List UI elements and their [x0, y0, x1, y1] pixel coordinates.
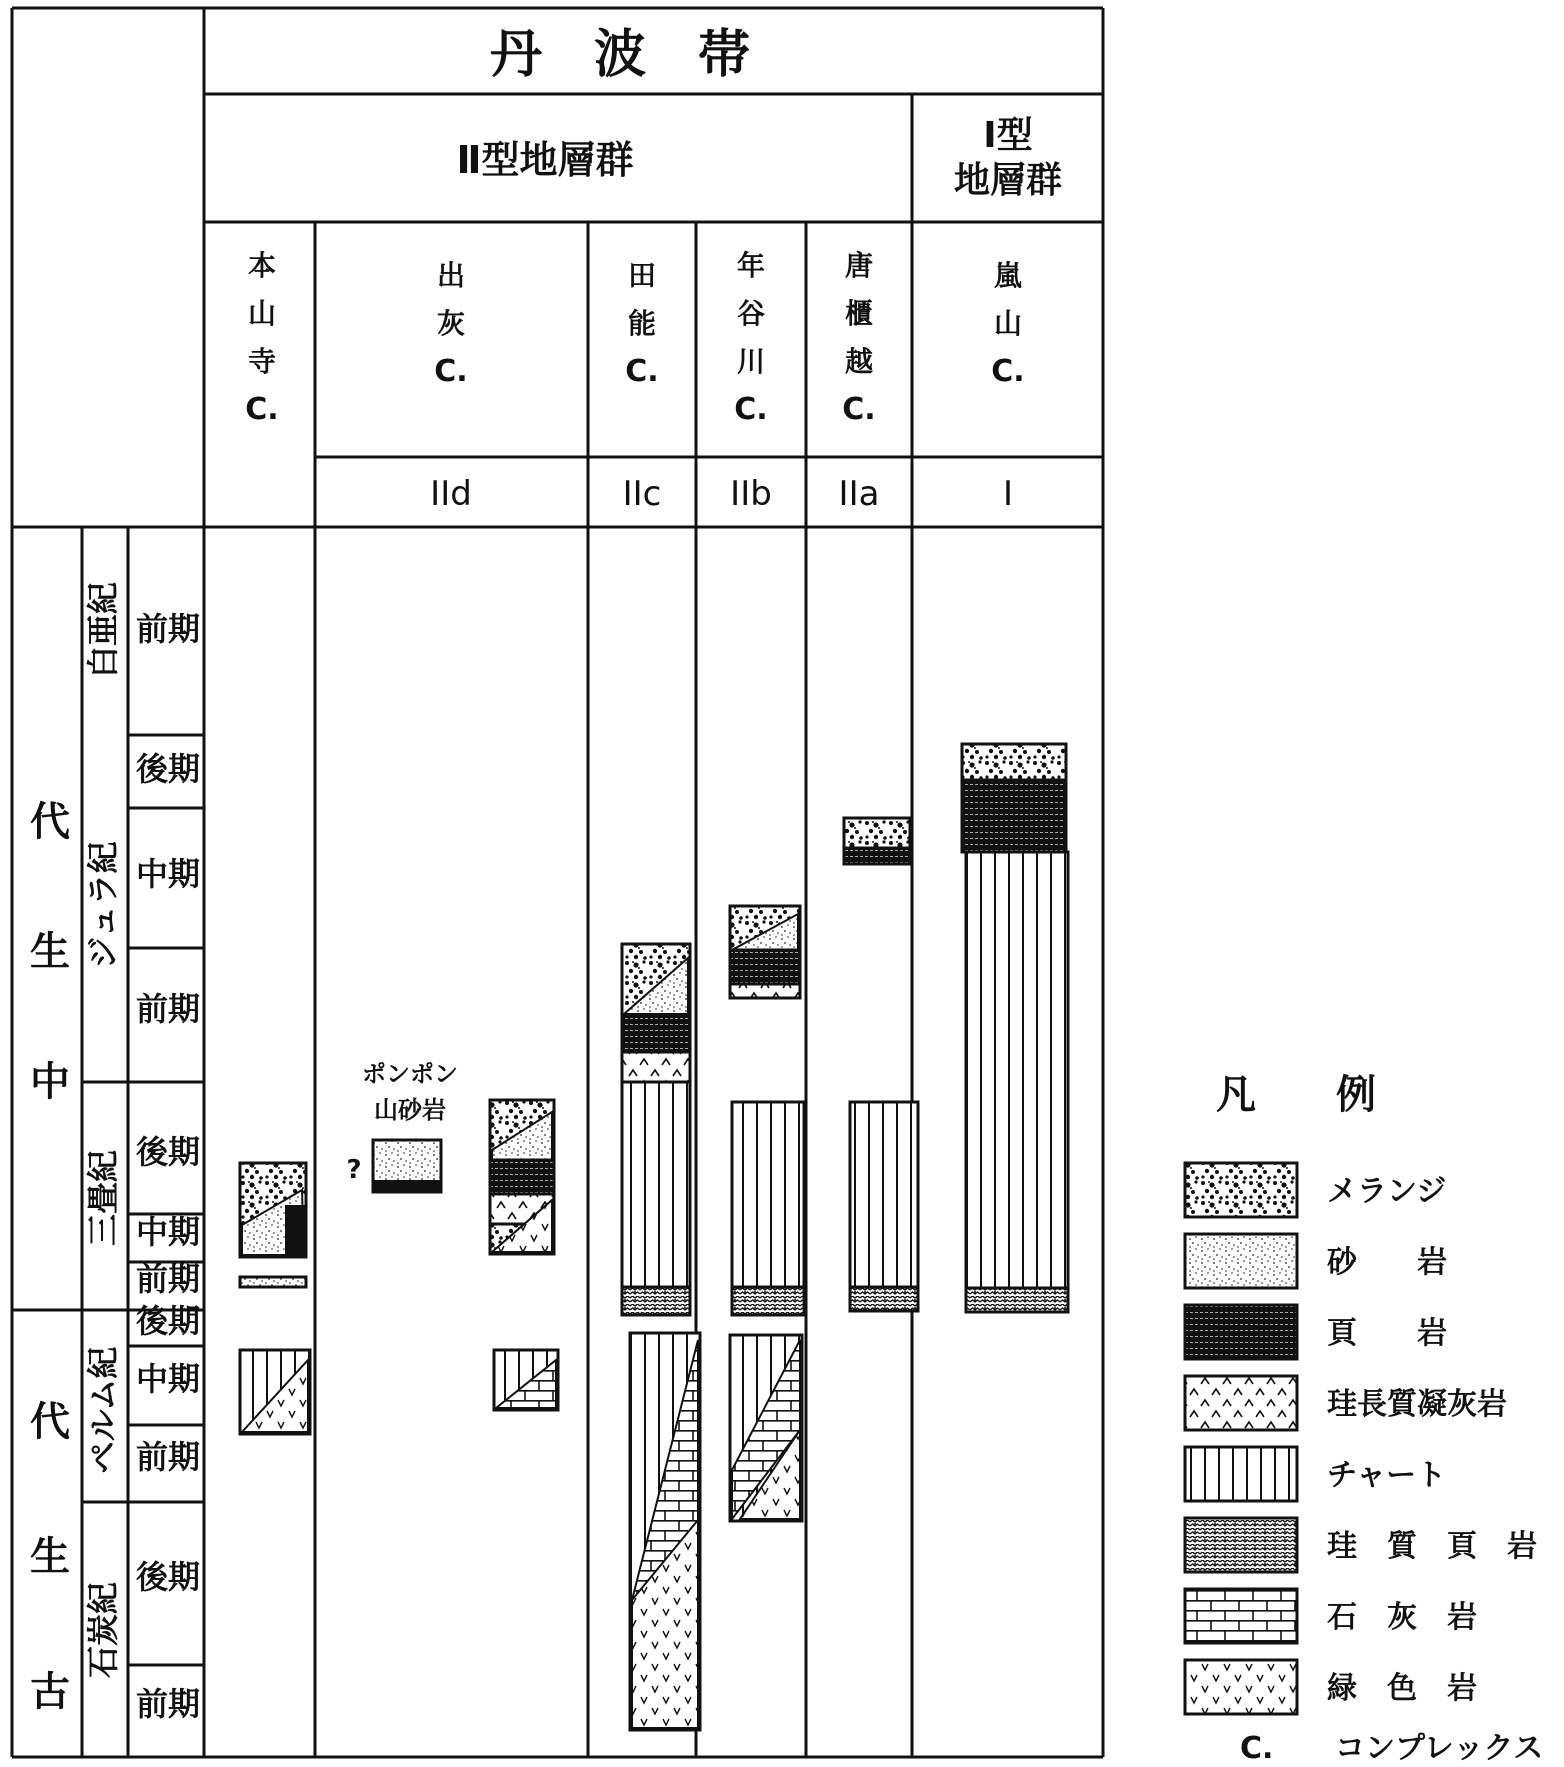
uncertain-mark: ?: [346, 1155, 362, 1185]
toshitanigawa-siliceous-shale: [732, 1287, 804, 1315]
era-char: 代: [30, 799, 70, 845]
legend-label-tuff: 珪長質凝灰岩: [1327, 1387, 1507, 1422]
arashiyama-shale: [962, 780, 1066, 852]
epoch-label-jur-middle: 中期: [135, 855, 201, 893]
complex-code: I: [1002, 474, 1014, 514]
complex-name-char: 川: [736, 345, 766, 378]
legend-swatch-shale: [1185, 1305, 1297, 1359]
legend-label-shale: 頁 岩: [1327, 1316, 1447, 1351]
legend-swatch-greenstone: [1185, 1660, 1297, 1714]
complex-name-char: C.: [842, 392, 876, 427]
era-char: 生: [30, 1534, 70, 1580]
legend-label-sandstone: 砂 岩: [1327, 1245, 1447, 1280]
karatogoe-shale: [844, 848, 910, 864]
era-char: 古: [30, 1669, 70, 1715]
honzanji-thin-band: [240, 1277, 306, 1287]
legend-swatch-melange: [1185, 1163, 1297, 1217]
legend-label-siliceous_shale: 珪 質 頁 岩: [1327, 1529, 1537, 1564]
era-char: 中: [30, 1059, 70, 1105]
epoch-label-carb-late: 後期: [135, 1558, 201, 1596]
tanou-shale: [622, 1016, 690, 1052]
legend-label-greenstone: 緑 色 岩: [1327, 1671, 1477, 1706]
toshitanigawa-shale: [730, 950, 800, 984]
group-type1-label-line2: 地層群: [953, 160, 1063, 201]
complex-name-char: 越: [844, 345, 874, 378]
complex-name-char: 寺: [247, 345, 277, 378]
complex-name-char: 灰: [436, 307, 466, 340]
complex-code: IIb: [730, 474, 772, 514]
epoch-label-jur-late: 後期: [135, 750, 201, 788]
complex-headers: [245, 249, 1024, 514]
epoch-label-perm-middle: 中期: [135, 1360, 201, 1398]
period-label-jurassic: ジュラ紀: [84, 841, 122, 969]
complex-name-char: 櫃: [844, 297, 874, 330]
period-label-carboniferous: 石炭紀: [84, 1581, 122, 1679]
period-label-permian: ペルム紀: [84, 1346, 122, 1474]
legend-abbrev-key: C.: [1240, 1731, 1274, 1766]
legend-swatch-sandstone: [1185, 1234, 1297, 1288]
column-karatogoe: [844, 818, 918, 1311]
complex-name-char: 田: [627, 259, 657, 292]
toshitanigawa-tuff: [730, 984, 800, 998]
era-labels: [30, 799, 70, 1715]
pompon-label-line1: ポンポン: [362, 1060, 458, 1088]
honzanji-shale-band: [285, 1205, 305, 1255]
era-char: 代: [30, 1399, 70, 1445]
tanou-siliceous-shale: [622, 1287, 690, 1315]
group-type1-label-line1: Ⅰ型: [983, 115, 1033, 156]
complex-name-char: 山: [247, 297, 277, 330]
legend-swatch-tuff: [1185, 1376, 1297, 1430]
arashiyama-chert: [966, 852, 1068, 1288]
tanou-tuff: [622, 1052, 690, 1082]
column-tanou: [622, 944, 700, 1730]
epoch-labels: [136, 610, 200, 1723]
karatogoe-siliceous-shale: [850, 1287, 918, 1311]
epoch-label-cret-early: 前期: [135, 610, 201, 648]
column-honzanji: [240, 1163, 310, 1434]
complex-name-char: 本: [247, 249, 277, 282]
column-arashiyama: [962, 744, 1068, 1312]
complex-name-char: C.: [434, 354, 468, 389]
epoch-label-tri-middle: 中期: [135, 1213, 201, 1251]
legend-swatch-chert: [1185, 1447, 1297, 1501]
period-labels: [84, 582, 122, 1678]
legend-title: 凡 例: [1216, 1072, 1376, 1118]
complex-name-char: 山: [993, 307, 1023, 340]
complex-name-char: C.: [991, 354, 1025, 389]
complex-name-char: 唐: [844, 249, 874, 282]
karatogoe-chert: [850, 1102, 918, 1287]
complex-name-char: C.: [734, 392, 768, 427]
complex-code: IId: [430, 474, 472, 514]
epoch-label-carb-early: 前期: [135, 1685, 201, 1723]
epoch-label-tri-early: 前期: [135, 1260, 201, 1298]
legend-label-limestone: 石 灰 岩: [1327, 1600, 1477, 1635]
period-label-cretaceous: 白亜紀: [84, 581, 122, 679]
arashiyama-melange: [962, 744, 1066, 782]
period-label-triassic: 三畳紀: [84, 1149, 122, 1247]
toshitanigawa-chert: [732, 1102, 804, 1287]
epoch-label-jur-early: 前期: [135, 990, 201, 1028]
complex-name-char: 嵐: [993, 259, 1023, 292]
legend-abbrev-value: コンプレックス: [1335, 1731, 1544, 1766]
complex-code: IIc: [622, 474, 662, 514]
legend-label-chert: チャート: [1327, 1458, 1447, 1493]
legend-swatch-limestone: [1185, 1589, 1297, 1643]
complex-name-char: 能: [627, 307, 657, 340]
column-toshitanigawa: [730, 906, 804, 1521]
epoch-label-perm-late: 後期: [135, 1302, 201, 1340]
arashiyama-siliceous-shale: [966, 1288, 1068, 1312]
pompon-label-line2: 山砂岩: [374, 1096, 446, 1124]
complex-code: IIa: [838, 474, 880, 514]
page-title: 丹 波 帯: [489, 25, 751, 85]
complex-name-char: C.: [625, 354, 659, 389]
complex-name-char: 出: [436, 259, 466, 292]
epoch-label-tri-late: 後期: [135, 1133, 201, 1171]
complex-name-char: 谷: [736, 297, 766, 330]
dehai-shale-band: [490, 1160, 554, 1194]
rock-columns: [240, 744, 1068, 1730]
group-type2-label: Ⅱ型地層群: [456, 138, 634, 182]
pompon-shale-base: [373, 1180, 441, 1192]
legend-swatch-siliceous_shale: [1185, 1518, 1297, 1572]
tanou-chert: [622, 1082, 690, 1287]
complex-name-char: C.: [245, 392, 279, 427]
era-char: 生: [30, 929, 70, 975]
epoch-label-perm-early: 前期: [135, 1438, 201, 1476]
complex-name-char: 年: [736, 249, 766, 282]
column-dehai: [373, 1100, 558, 1410]
legend-items: [1185, 1163, 1537, 1714]
legend-label-melange: メランジ: [1327, 1174, 1447, 1209]
